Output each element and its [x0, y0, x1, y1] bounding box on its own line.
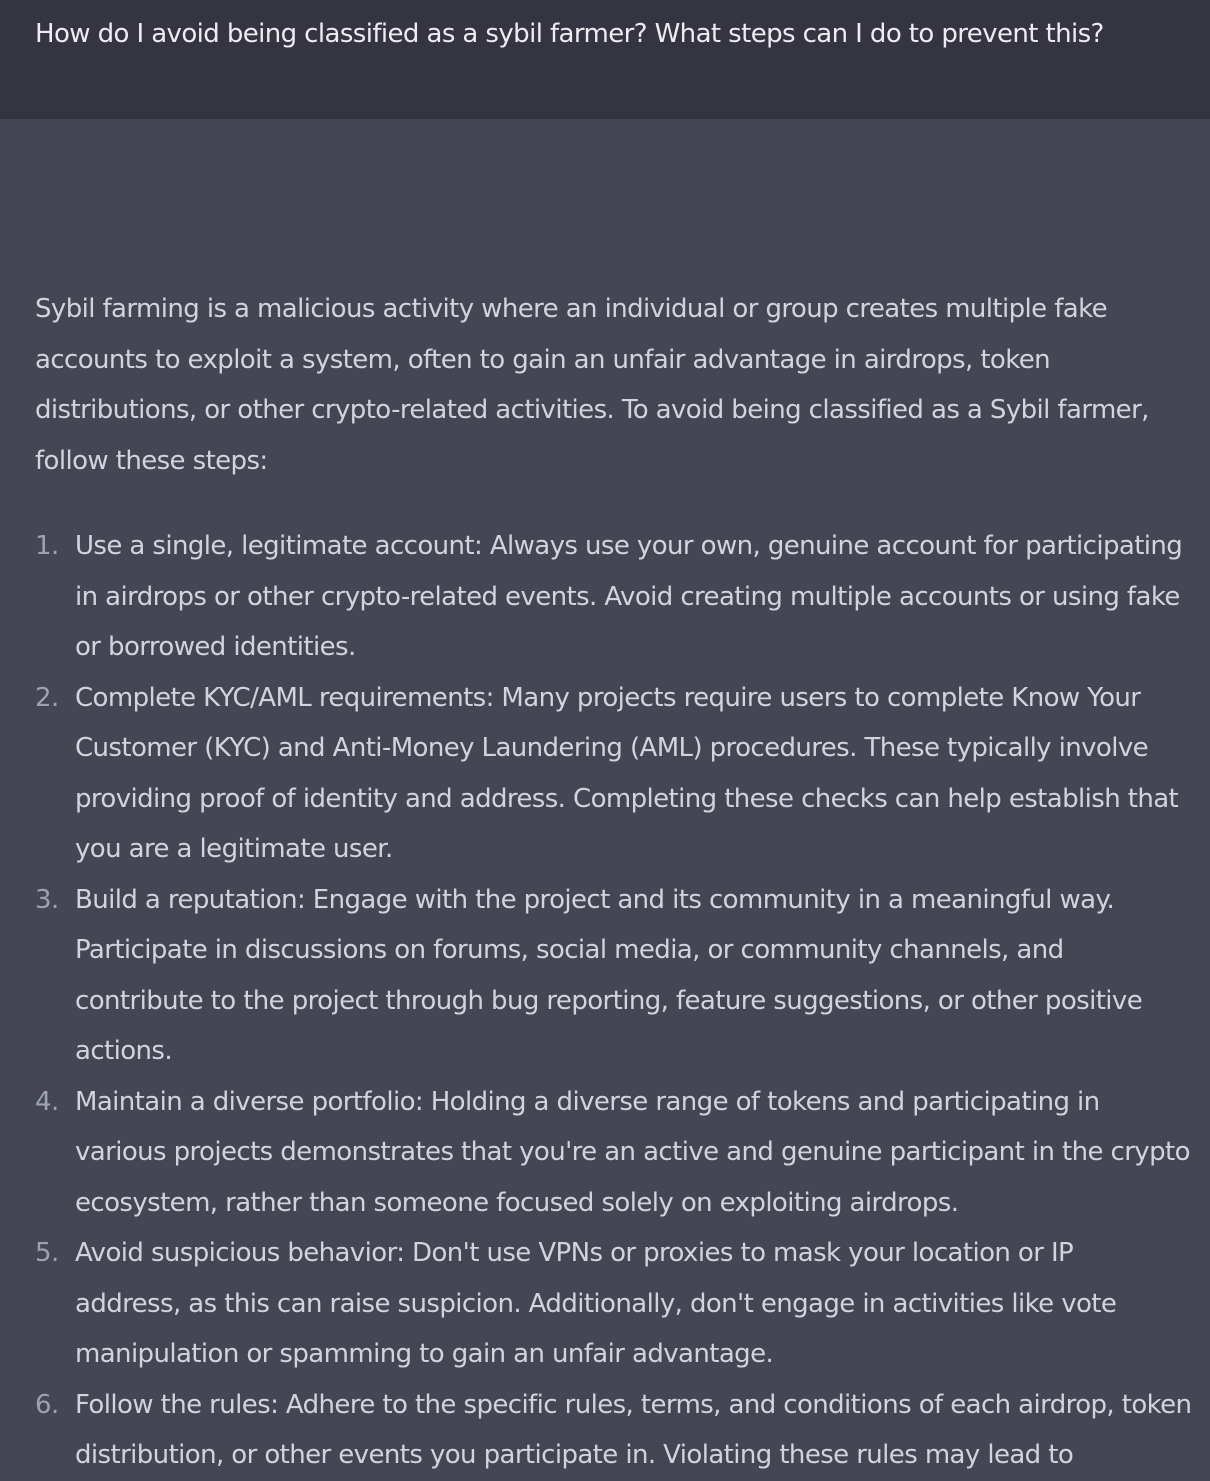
steps-list: [35, 521, 1210, 1481]
step-number: 6.: [35, 1389, 59, 1420]
step-line: or borrowed identities.: [75, 632, 356, 662]
step-line: Follow the rules: Adhere to the specific rules, terms, and conditions of each airdrop, token: [75, 1389, 1192, 1420]
list-item: [35, 875, 1210, 1077]
step-line: Complete KYC/AML requirements: Many projects require users to complete Know Your: [75, 682, 1141, 713]
user-message: [0, 0, 1210, 119]
step-line: Participate in discussions on forums, social media, or community channels, and: [75, 935, 1064, 965]
step-line: address, as this can raise suspicion. Additionally, don't engage in activities like vote: [75, 1288, 1117, 1319]
assistant-message: [0, 119, 1210, 1470]
step-line: contribute to the project through bug reporting, feature suggestions, or other positive: [75, 985, 1143, 1016]
step-line: various projects demonstrates that you're an active and genuine participant in the crypto: [75, 1137, 1190, 1167]
step-line: Use a single, legitimate account: Always use your own, genuine account for participating: [75, 531, 1183, 561]
step-line: Maintain a diverse portfolio: Holding a diverse range of tokens and participating in: [75, 1086, 1100, 1117]
step-number: 2.: [35, 682, 59, 713]
step-line: manipulation or spamming to gain an unfair advantage.: [75, 1339, 774, 1369]
step-line: Avoid suspicious behavior: Don't use VPNs or proxies to mask your location or IP: [75, 1238, 1074, 1268]
step-number: 5.: [35, 1238, 59, 1268]
step-line: in airdrops or other crypto-related events. Avoid creating multiple accounts or using fake: [75, 581, 1180, 612]
intro-line: distributions, or other crypto-related activities. To avoid being classified as a Sybil farmer,: [35, 395, 1149, 425]
user-question: How do I avoid being classified as a sybil farmer? What steps can I do to prevent this?: [35, 19, 1104, 49]
intro-line: follow these steps:: [35, 445, 268, 476]
step-number: 3.: [35, 884, 59, 915]
step-number: 1.: [35, 531, 59, 561]
list-item: [35, 673, 1210, 875]
step-line: Build a reputation: Engage with the project and its community in a meaningful way.: [75, 884, 1115, 915]
step-number: 4.: [35, 1086, 59, 1117]
step-line: you are a legitimate user.: [75, 834, 393, 864]
intro-line: accounts to exploit a system, often to gain an unfair advantage in airdrops, token: [35, 344, 1051, 375]
step-line: ecosystem, rather than someone focused solely on exploiting airdrops.: [75, 1187, 959, 1218]
list-item: [35, 1228, 1210, 1380]
step-line: actions.: [75, 1036, 173, 1066]
step-line: Customer (KYC) and Anti-Money Laundering (AML) procedures. These typically involve: [75, 733, 1149, 763]
intro-line: Sybil farming is a malicious activity where an individual or group creates multiple fake: [35, 294, 1108, 324]
list-item: [35, 521, 1210, 673]
list-item: [35, 1380, 1210, 1481]
step-line: providing proof of identity and address. Completing these checks can help establish that: [75, 783, 1179, 814]
list-item: [35, 1077, 1210, 1229]
step-line: distribution, or other events you participate in. Violating these rules may lead to: [75, 1440, 1074, 1470]
assistant-intro: [35, 284, 1200, 486]
